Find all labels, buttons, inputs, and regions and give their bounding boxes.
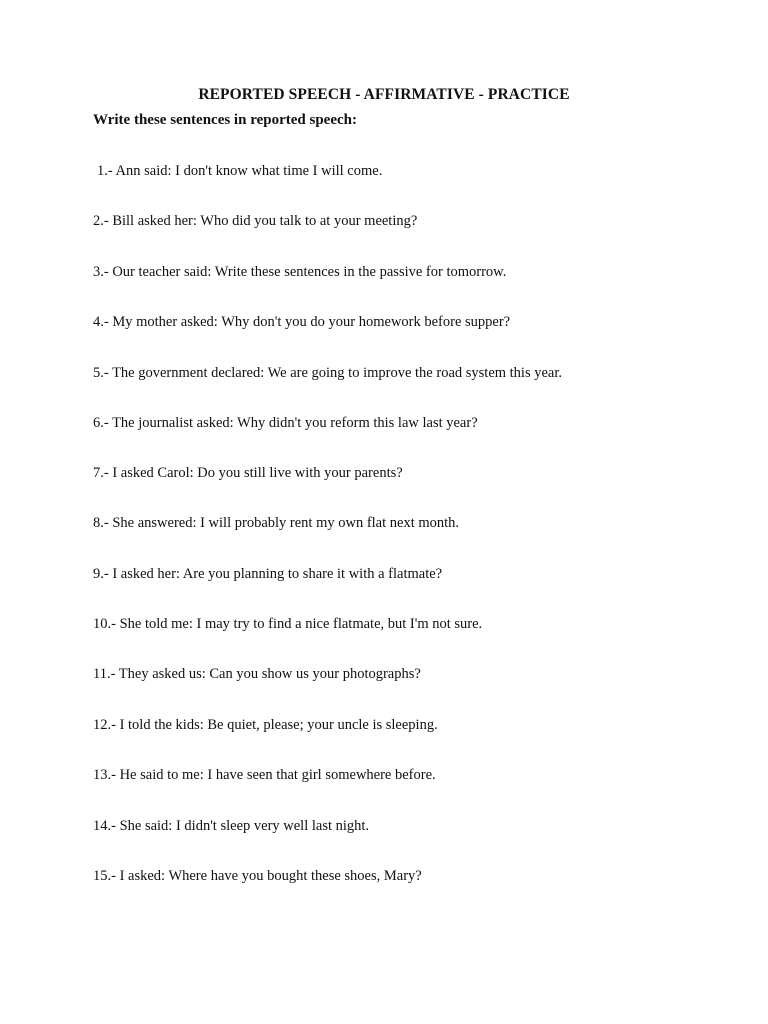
page-title: REPORTED SPEECH - AFFIRMATIVE - PRACTICE	[198, 86, 570, 103]
question-2: 2.- Bill asked her: Who did you talk to at your meeting?	[93, 213, 418, 229]
question-8: 8.- She answered: I will probably rent my own flat next month.	[93, 515, 460, 531]
question-12: 12.- I told the kids: Be quiet, please; your uncle is sleeping.	[93, 717, 438, 733]
question-10: 10.- She told me: I may try to find a nice flatmate, but I'm not sure.	[93, 616, 483, 632]
question-7: 7.- I asked Carol: Do you still live with your parents?	[93, 465, 403, 481]
question-13: 13.- He said to me: I have seen that girl somewhere before.	[93, 767, 436, 783]
question-14: 14.- She said: I didn't sleep very well last night.	[93, 818, 370, 834]
question-9: 9.- I asked her: Are you planning to share it with a flatmate?	[93, 566, 443, 582]
question-6: 6.- The journalist asked: Why didn't you reform this law last year?	[93, 415, 478, 431]
question-11: 11.- They asked us: Can you show us your photographs?	[93, 666, 421, 682]
instruction-text: Write these sentences in reported speech:	[93, 112, 357, 128]
question-15: 15.- I asked: Where have you bought these shoes, Mary?	[93, 868, 422, 884]
question-5: 5.- The government declared: We are going to improve the road system this year.	[93, 365, 563, 381]
question-4: 4.- My mother asked: Why don't you do your homework before supper?	[93, 314, 511, 330]
question-1: 1.- Ann said: I don't know what time I will come.	[97, 163, 383, 179]
question-3: 3.- Our teacher said: Write these sentences in the passive for tomorrow.	[93, 264, 507, 280]
